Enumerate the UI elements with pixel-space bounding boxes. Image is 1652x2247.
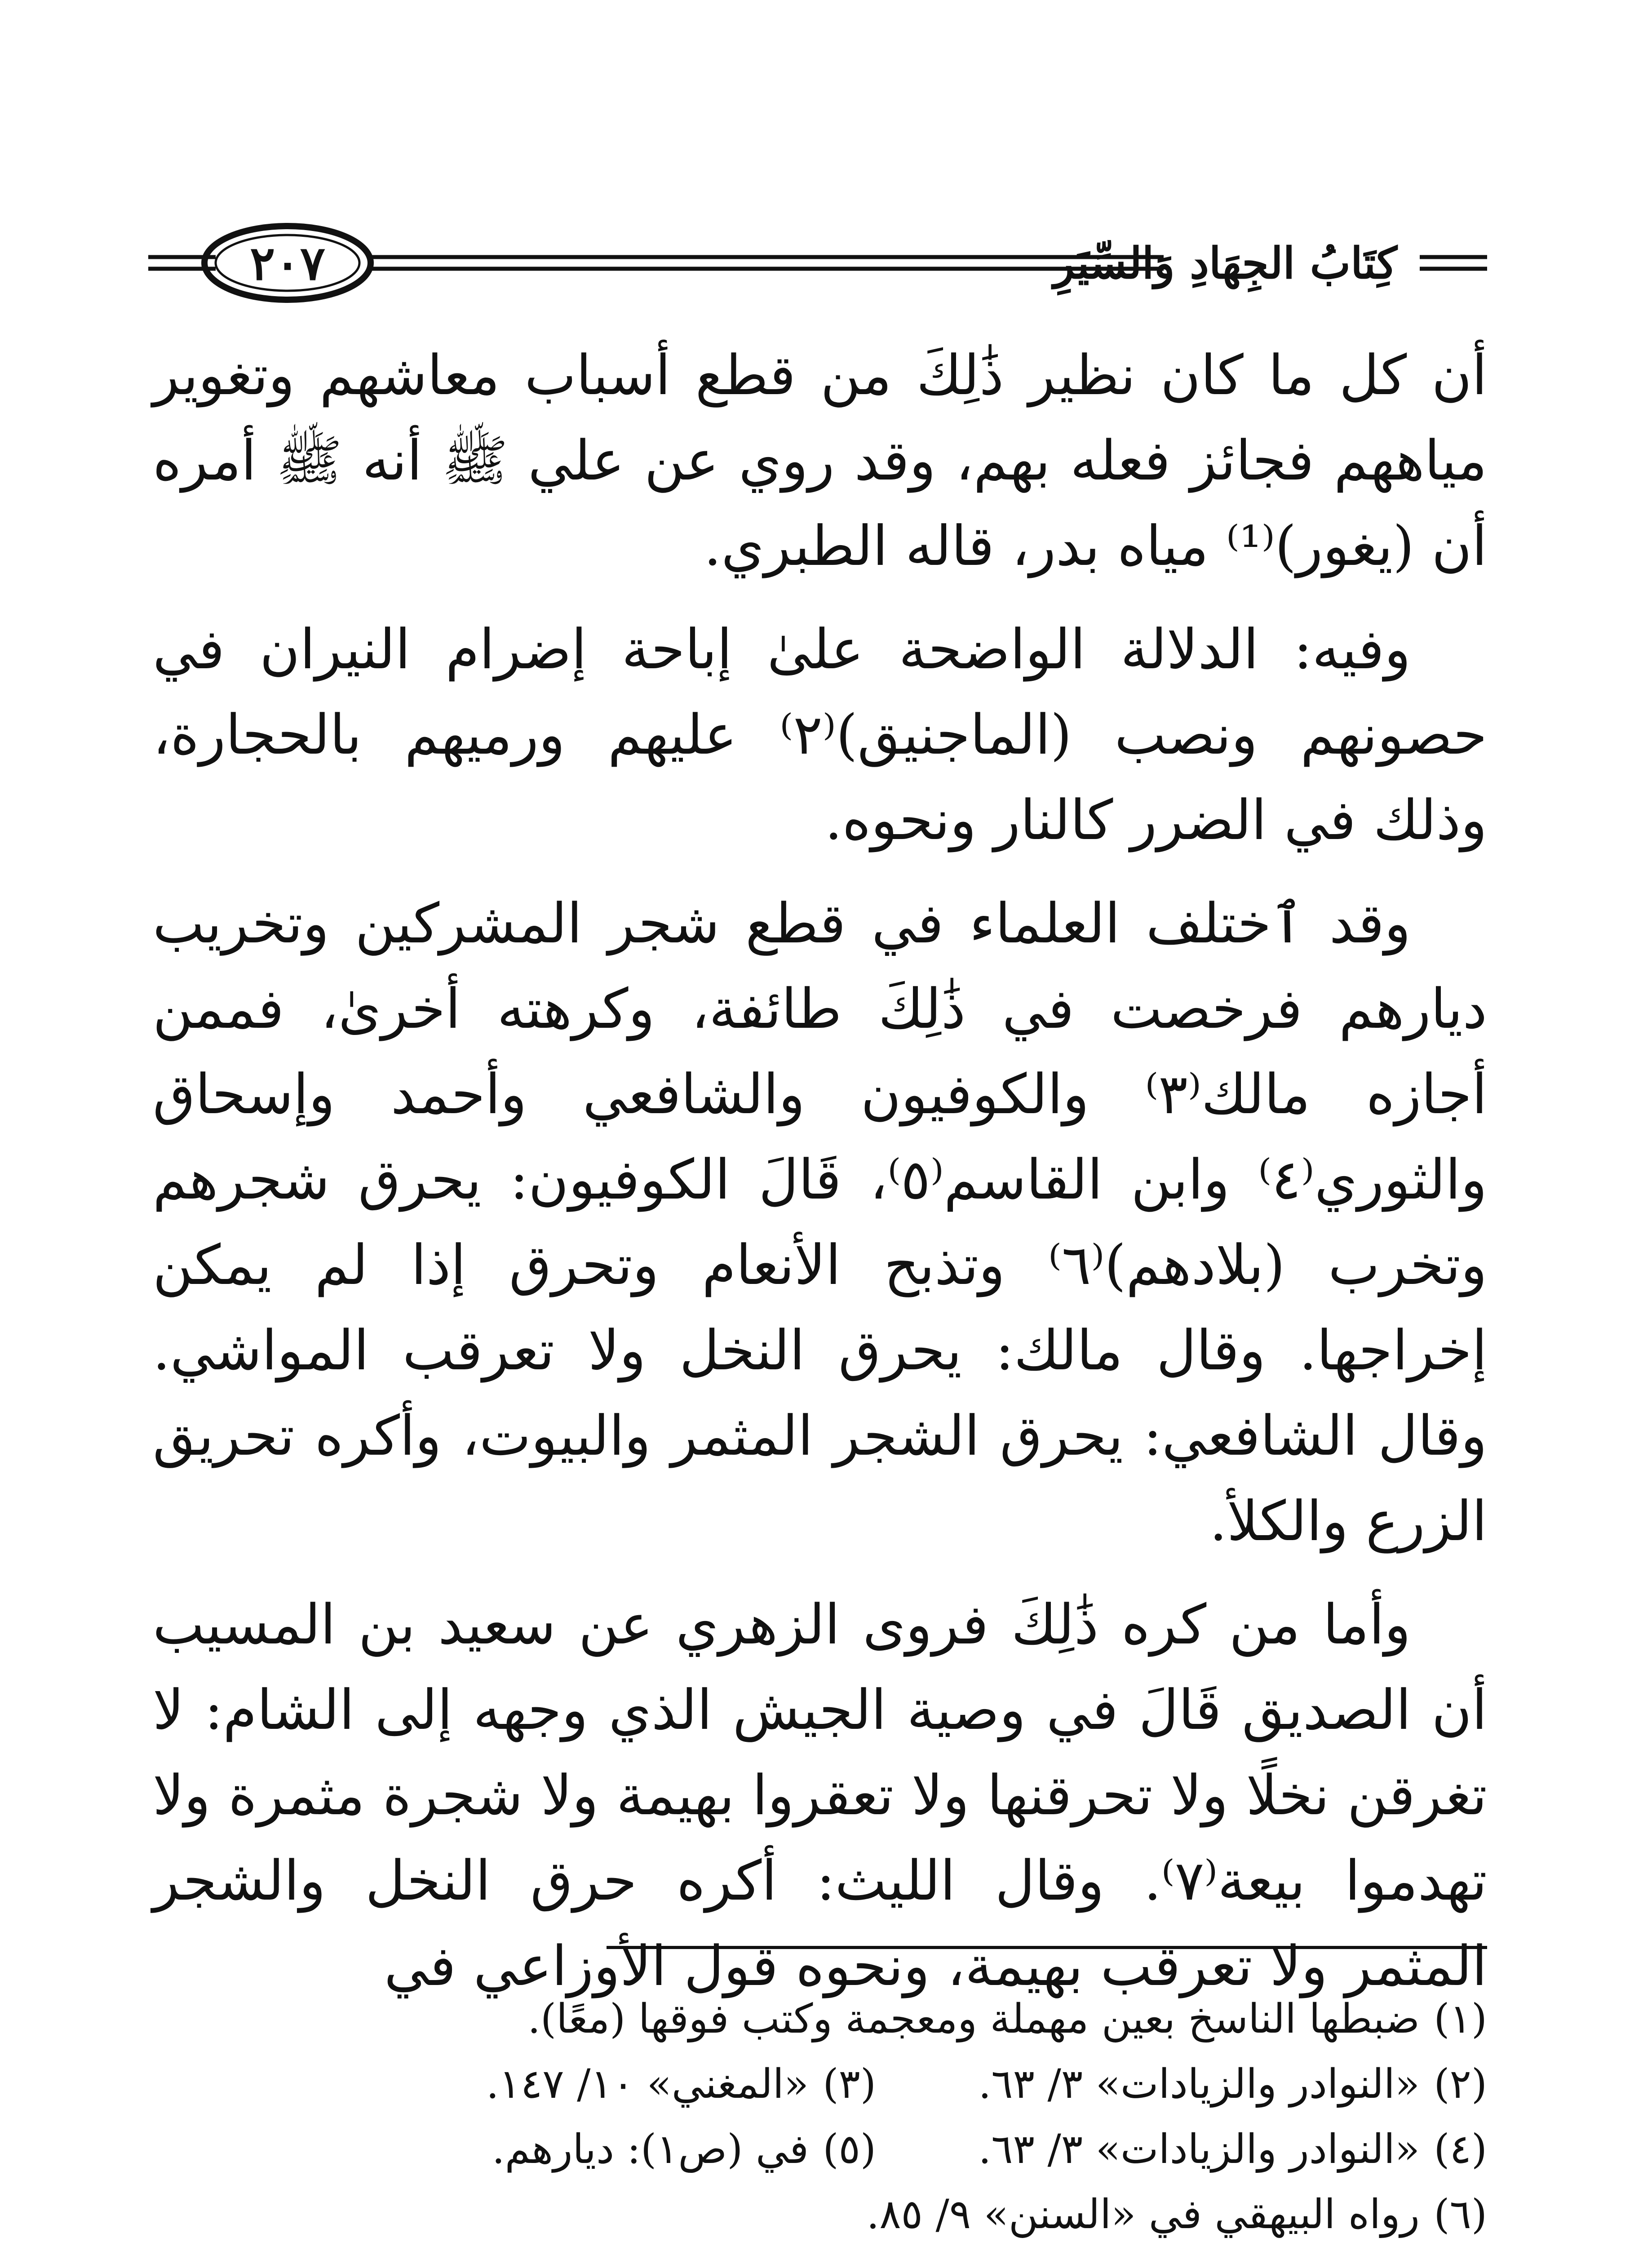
footnote-number: (٢) [1434, 2060, 1487, 2108]
footnote [265, 2052, 876, 2117]
footnote [148, 1986, 1487, 2052]
paragraph: وأما من كره ذَٰلِكَ فروى الزهري عن سعيد بن المسيب أن الصديق قَالَ في وصية الجيش الذي وجهه إلى الشام: لا تغرقن نخلًا ولا تحرقنها ولا تعقروا بهيمة ولا شجرة مثمرة ولا تهدموا بيعة⁽٧⁾. وقال الليث: أكره حرق النخل والشجر المثمر ولا تعرقب بهيمة، ونحوه قول الأوزاعي في [153, 1593, 1487, 1998]
paragraph: أن كل ما كان نظير ذَٰلِكَ من قطع أسباب معاشهم وتغوير مياههم فجائز فعله بهم، وقد روي عن علي ﷺ أنه ﷺ أمره أن (يغور)⁽¹⁾ مياه بدر، قاله الطبري. [153, 343, 1487, 578]
footnote [876, 2052, 1487, 2117]
footnote [148, 2182, 1487, 2247]
footnote-number: (٣) [823, 2060, 876, 2108]
footnote-text: «المغني» ١٠/ ١٤٧. [486, 2060, 809, 2108]
footnote [265, 2117, 876, 2182]
footnote-number: (٤) [1434, 2126, 1487, 2173]
footnote-text: «النوادر والزيادات» ٣/ ٦٣. [978, 2126, 1420, 2173]
paragraph: وفيه: الدلالة الواضحة علىٰ إباحة إضرام النيران في حصونهم ونصب (الماجنيق)⁽٢⁾ عليهم ورميهم بالحجارة، وذلك في الضرر كالنار ونحوه. [153, 617, 1487, 852]
page-number: ٢٠٧ [250, 235, 325, 291]
footnotes [148, 1986, 1487, 2247]
footnote-text: في (ص١): ديارهم. [492, 2126, 809, 2173]
footnote-number: (٥) [823, 2126, 876, 2173]
footnote-separator [607, 1946, 1487, 1949]
footnote-text: رواه البيهقي في «السنن» ٩/ ٨٥. [866, 2191, 1420, 2238]
footnote-text: ضبطها الناسخ بعين مهملة ومعجمة وكتب فوقها (معًا). [527, 1995, 1420, 2043]
body-text [153, 333, 1487, 2027]
page-header [148, 216, 1487, 310]
footnote-number: (٦) [1434, 2191, 1487, 2238]
footnote-number: (١) [1434, 1995, 1487, 2043]
footnote-text: «النوادر والزيادات» ٣/ ٦٣. [978, 2060, 1420, 2108]
paragraph: وقد ٱختلف العلماء في قطع شجر المشركين وتخريب ديارهم فرخصت في ذَٰلِكَ طائفة، وكرهته أخرىٰ، فممن أجازه مالك⁽٣⁾ والكوفيون والشافعي وأحمد وإسحاق والثوري⁽٤⁾ وابن القاسم⁽٥⁾، قَالَ الكوفيون: يحرق شجرهم وتخرب (بلادهم)⁽٦⁾ وتذبح الأنعام وتحرق إذا لم يمكن إخراجها. وقال مالك: يحرق النخل ولا تعرقب المواشي. وقال الشافعي: يحرق الشجر المثمر والبيوت، وأكره تحريق الزرع والكلأ. [153, 892, 1488, 1553]
footnote [876, 2117, 1487, 2182]
book-title: كِتَابُ الجِهَادِ وَالسِّيَرِ [1053, 237, 1397, 289]
